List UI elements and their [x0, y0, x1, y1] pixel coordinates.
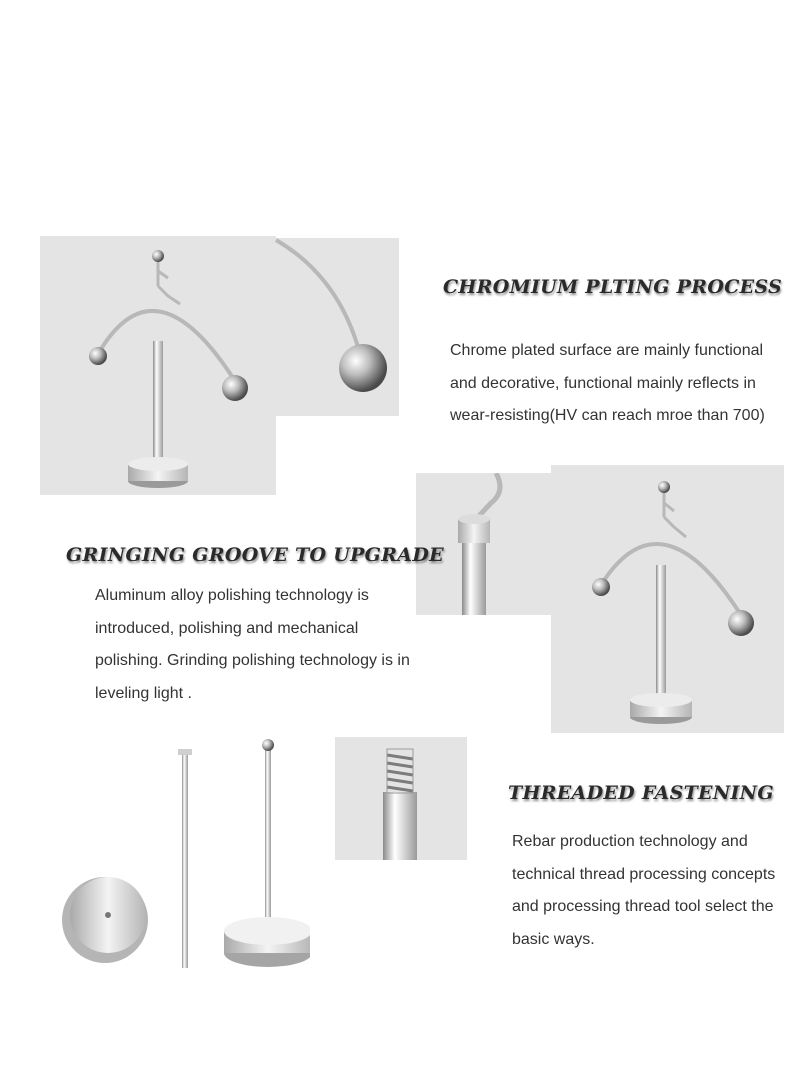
text-line: polishing. Grinding polishing technology is in: [95, 652, 410, 669]
text-line: Rebar production technology and: [512, 833, 748, 850]
text-line: introduced, polishing and mechanical: [95, 619, 359, 637]
text-line: and processing thread tool select the: [512, 898, 774, 915]
text-line: Chrome plated surface are mainly functional: [450, 342, 764, 359]
section-title-chromium: CHROMIUM PLTING PROCESS: [443, 276, 783, 298]
section-body-grinding: [95, 580, 410, 710]
section-body-chromium: [450, 335, 765, 433]
text-line: and decorative, functional mainly reflects in: [450, 374, 756, 392]
disassembled-parts-photo: [50, 735, 310, 975]
toy-photo-full-right: [551, 465, 784, 733]
toy-photo-full: [40, 236, 276, 495]
section-body-threaded: [512, 826, 775, 956]
text-line: leveling light .: [95, 684, 192, 702]
thread-closeup-photo: [335, 737, 467, 860]
ball-closeup-photo: [271, 238, 399, 416]
text-line: wear-resisting(HV can reach mroe than 700): [450, 407, 765, 424]
text-line: technical thread processing concepts: [512, 865, 776, 883]
text-line: basic ways.: [512, 930, 595, 948]
section-title-grinding: GRINGING GROOVE TO UPGRADE: [66, 544, 444, 566]
text-line: Aluminum alloy polishing technology is: [95, 587, 369, 604]
section-title-threaded: THREADED FASTENING: [508, 782, 774, 804]
